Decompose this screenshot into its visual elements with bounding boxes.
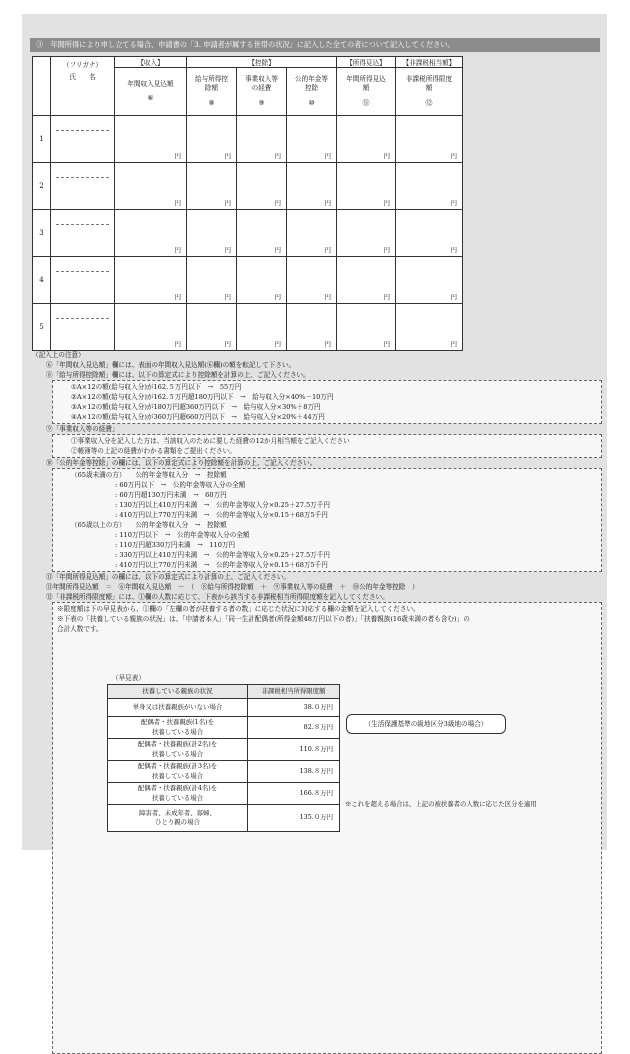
yen-unit: 円 <box>324 246 331 254</box>
note-10-item: （65歳未満の方） 公的年金等収入分 → 控除額 <box>71 471 227 479</box>
note-10-item: : 330万円以上410万円未満 → 公的年金等収入分×0.25＋27.5万千円 <box>115 551 330 559</box>
yen-unit: 円 <box>274 246 281 254</box>
amount-input[interactable] <box>396 257 463 304</box>
amount-input[interactable] <box>337 210 396 257</box>
column-label: 年間所得見込額 <box>346 74 386 93</box>
amount-input[interactable] <box>337 257 396 304</box>
column-number: ⑪ <box>362 98 370 107</box>
column-label: 非課税所得限度額 <box>405 74 453 93</box>
note-10-item: : 60万円超130万円未満 → 60万円 <box>115 491 227 499</box>
amount-input[interactable] <box>237 116 287 163</box>
column-header-2 <box>187 68 237 116</box>
yen-unit: 円 <box>224 152 231 160</box>
column-number: ⑥ <box>147 94 154 103</box>
yen-unit: 円 <box>224 293 231 301</box>
furigana-divider <box>56 177 109 178</box>
hayami-status <box>108 805 248 832</box>
column-label: 年間収入見込額 <box>127 79 174 88</box>
row-number: 2 <box>33 163 51 210</box>
hayami-status <box>108 699 248 717</box>
furigana-divider <box>56 130 109 131</box>
excess-note: ※これを超える場合は、上記の被扶養者の人数に応じた区分を適用 <box>345 800 537 808</box>
yen-unit: 円 <box>174 246 181 254</box>
yen-unit: 円 <box>450 246 457 254</box>
status-line: 配偶者・扶養親族(計4名)を <box>137 784 218 792</box>
yen-unit: 円 <box>324 199 331 207</box>
amount-input[interactable] <box>396 116 463 163</box>
note-11-formula: ⑪年間所得見込額 ＝ ⑥年間収入見込額 － （ ⑧給与所得控除額 ＋ ⑨事業収入等の経費 ＋ ⑩公的年金等控除 ） <box>46 583 419 591</box>
status-line: 配偶者・扶養親族(1名)を <box>141 718 214 726</box>
column-header-5 <box>337 68 396 116</box>
amount-input[interactable] <box>237 210 287 257</box>
note-9: ⑨「事業収入等の経費」 <box>46 425 119 433</box>
amount-input[interactable] <box>287 116 337 163</box>
status-line: 扶養している場合 <box>151 793 204 802</box>
note-10-item: : 110万円超330万円未満 → 110万円 <box>115 541 236 549</box>
table-row <box>33 163 463 210</box>
hayami-row <box>108 805 340 832</box>
column-number: ⑧ <box>208 98 215 107</box>
hayami-amount: 166.８万円 <box>248 783 340 805</box>
hayami-table <box>107 684 340 832</box>
yen-unit: 円 <box>174 340 181 348</box>
amount-input[interactable] <box>337 304 396 351</box>
yen-unit: 円 <box>450 340 457 348</box>
name-input[interactable] <box>51 163 115 210</box>
name-input[interactable] <box>51 116 115 163</box>
hayami-status <box>108 717 248 739</box>
hayami-status <box>108 761 248 783</box>
status-line: ひとり親の場合 <box>155 818 200 826</box>
furigana-divider <box>56 318 109 319</box>
amount-input[interactable] <box>396 210 463 257</box>
amount-input[interactable] <box>187 116 237 163</box>
note-10-item: : 130万円以上410万円未満 → 公的年金等収入分×0.25＋27.5万千円 <box>115 501 330 509</box>
note-10-item: : 410万円以上770万円未満 → 公的年金等収入分×0.15＋68万5千円 <box>115 511 328 519</box>
note-10-item: : 110万円以下 → 公的年金等収入分の全額 <box>115 531 250 539</box>
name-input[interactable] <box>51 210 115 257</box>
note-10-box <box>52 468 602 572</box>
section-banner: ③ 年間所得により申し立てる場合、申請書の「3. 申請者が属する世帯の状況」に記入した全ての者について記入してください。 <box>30 38 600 52</box>
name-header <box>51 57 115 116</box>
furigana-divider <box>56 224 109 225</box>
amount-input[interactable] <box>396 163 463 210</box>
note-10: ⑩「公的年金等控除」の欄には、以下の算定式により控除額を計算の上、ご記入ください。 <box>46 459 317 467</box>
column-header-6 <box>396 68 463 116</box>
table-row <box>33 257 463 304</box>
amount-input[interactable] <box>187 304 237 351</box>
table-row <box>33 116 463 163</box>
grade-region-box: （生活保護基準の級地区分3級地の場合） <box>346 714 506 734</box>
note-10-item: : 410万円以上770万円未満 → 公的年金等収入分×0.15＋68万5千円 <box>115 561 328 569</box>
amount-input[interactable] <box>115 304 187 351</box>
note-11: ⑪「年間所得見込額」の欄には、以下の算定式により計算の上、ご記入ください。 <box>46 573 290 581</box>
amount-input[interactable] <box>115 257 187 304</box>
yen-unit: 円 <box>324 293 331 301</box>
amount-input[interactable] <box>287 304 337 351</box>
amount-input[interactable] <box>237 257 287 304</box>
table-row <box>33 210 463 257</box>
note-10-item: : 60万円以下 → 公的年金等収入分の全額 <box>115 481 246 489</box>
hayami-amount: 38.０万円 <box>248 699 340 717</box>
hayami-title: （早見表） <box>112 674 145 682</box>
yen-unit: 円 <box>224 340 231 348</box>
yen-unit: 円 <box>174 293 181 301</box>
yen-unit: 円 <box>450 293 457 301</box>
hayami-row <box>108 739 340 761</box>
note-8: ⑧「給与所得控除額」欄には、以下の算定式により控除額を計算の上、ご記入ください。 <box>46 371 310 379</box>
column-number: ⑨ <box>258 98 265 107</box>
yen-unit: 円 <box>450 199 457 207</box>
furigana-label: （フリガナ） <box>62 61 103 69</box>
amount-input[interactable] <box>115 116 187 163</box>
yen-unit: 円 <box>383 293 390 301</box>
hayami-status <box>108 783 248 805</box>
amount-input[interactable] <box>287 163 337 210</box>
status-line: 障害者、未成年者、寡婦、 <box>139 808 216 817</box>
status-line: 配偶者・扶養親族(計2名)を <box>137 740 218 748</box>
row-number-header <box>33 57 51 116</box>
column-number: ⑩ <box>308 98 315 107</box>
amount-input[interactable] <box>115 163 187 210</box>
hayami-row <box>108 717 340 739</box>
yen-unit: 円 <box>274 293 281 301</box>
amount-input[interactable] <box>287 210 337 257</box>
hayami-row <box>108 761 340 783</box>
hayami-row <box>108 699 340 717</box>
note-10-item: （65歳以上の方） 公的年金等収入分 → 控除額 <box>71 521 227 529</box>
yen-unit: 円 <box>383 152 390 160</box>
column-header-4 <box>287 68 337 116</box>
yen-unit: 円 <box>274 340 281 348</box>
status-line: 配偶者・扶養親族(計3名)を <box>137 762 218 770</box>
hayami-status <box>108 739 248 761</box>
column-label: 事業収入等の経費 <box>245 74 278 93</box>
column-label: 給与所得控除額 <box>195 74 228 93</box>
yen-unit: 円 <box>324 340 331 348</box>
note-8-item: ②A×12の額(給与収入分)が162.５万円超180万円以下 → 給与収入分×40%－10万円 <box>71 393 334 401</box>
hayami-amount: 110.８万円 <box>248 739 340 761</box>
row-number: 3 <box>33 210 51 257</box>
yen-unit: 円 <box>324 152 331 160</box>
amount-input[interactable] <box>287 257 337 304</box>
row-number: 1 <box>33 116 51 163</box>
status-line: 単身又は扶養親族がいない場合 <box>132 702 223 711</box>
row-number: 5 <box>33 304 51 351</box>
note-12-item: ※下表の「扶養している親族の状況」は、「申請者本人」「同一生計配偶者(所得金額48万円以下の者)」「扶養親族(16歳未満の者も含む)」の <box>57 615 470 623</box>
deduction-group-header: 【控除】 <box>187 57 337 68</box>
note-9-item: ①事業収入分を記入した方は、当該収入のために要した経費の12か月相当額をご記入ください <box>71 437 350 445</box>
hayami-amount: 82.８万円 <box>248 717 340 739</box>
hayami-amount: 138.８万円 <box>248 761 340 783</box>
yen-unit: 円 <box>450 152 457 160</box>
table-row <box>33 304 463 351</box>
hayami-status-header: 扶養している親族の状況 <box>108 685 248 699</box>
yen-unit: 円 <box>174 199 181 207</box>
column-number: ⑫ <box>425 98 433 107</box>
note-9-box <box>52 434 602 458</box>
amount-input[interactable] <box>396 304 463 351</box>
yen-unit: 円 <box>224 199 231 207</box>
note-8-item: ①A×12の額(給与収入分)が162.５万円以下 → 55万円 <box>71 383 242 391</box>
income-estimate-group-header: 【所得見込】 <box>337 57 396 68</box>
name-input[interactable] <box>51 304 115 351</box>
yen-unit: 円 <box>174 152 181 160</box>
status-line: 扶養している場合 <box>151 771 204 780</box>
furigana-divider <box>56 271 109 272</box>
name-label: 氏 名 <box>69 73 96 81</box>
note-8-item: ④A×12の額(給与収入分)が360万円超660万円以下 → 給与収入分×20%＋44万円 <box>71 413 325 421</box>
yen-unit: 円 <box>383 199 390 207</box>
note-12-item: ※限度額は下の早見表から、①欄の「左欄の者が扶養する者の数」に応じた状況に対応する欄の金額を記入してください。 <box>57 605 420 613</box>
note-12: ⑫「非課税所得限度額」には、①欄の人数に応じて、下表から該当する非課税相当所得限度額を記入してください。 <box>46 593 389 601</box>
amount-input[interactable] <box>237 304 287 351</box>
hayami-amount-header: 非課税相当所得限度額 <box>248 685 340 699</box>
yen-unit: 円 <box>383 340 390 348</box>
note-8-box <box>52 380 602 424</box>
yen-unit: 円 <box>224 246 231 254</box>
note-8-item: ③A×12の額(給与収入分)が180万円超360万円以下 → 給与収入分×30%＋8万円 <box>71 403 321 411</box>
income-group-header: 【収入】 <box>115 57 187 68</box>
note-9-item: ②帳簿等の上記の経費がわかる書類をご提出ください。 <box>71 447 236 455</box>
income-table <box>32 56 463 351</box>
column-header-1 <box>115 68 187 116</box>
note-12-item: 合計人数です。 <box>57 625 103 633</box>
column-header-3 <box>237 68 287 116</box>
note-6: ⑥「年間収入見込額」欄には、表面の年間収入見込額(⑥欄)の額を転記して下さい。 <box>46 361 296 369</box>
amount-input[interactable] <box>337 116 396 163</box>
amount-input[interactable] <box>237 163 287 210</box>
amount-input[interactable] <box>187 163 237 210</box>
yen-unit: 円 <box>274 199 281 207</box>
notes-heading: （記入上の注意） <box>32 351 85 359</box>
amount-input[interactable] <box>115 210 187 257</box>
yen-unit: 円 <box>383 246 390 254</box>
hayami-row <box>108 783 340 805</box>
amount-input[interactable] <box>337 163 396 210</box>
column-label: 公的年金等控除 <box>295 74 328 93</box>
amount-input[interactable] <box>187 210 237 257</box>
row-number: 4 <box>33 257 51 304</box>
status-line: 扶養している場合 <box>151 727 204 736</box>
yen-unit: 円 <box>274 152 281 160</box>
status-line: 扶養している場合 <box>151 749 204 758</box>
amount-input[interactable] <box>187 257 237 304</box>
hayami-amount: 135.０万円 <box>248 805 340 832</box>
name-input[interactable] <box>51 257 115 304</box>
tax-exempt-group-header: 【非課税相当額】 <box>396 57 463 68</box>
